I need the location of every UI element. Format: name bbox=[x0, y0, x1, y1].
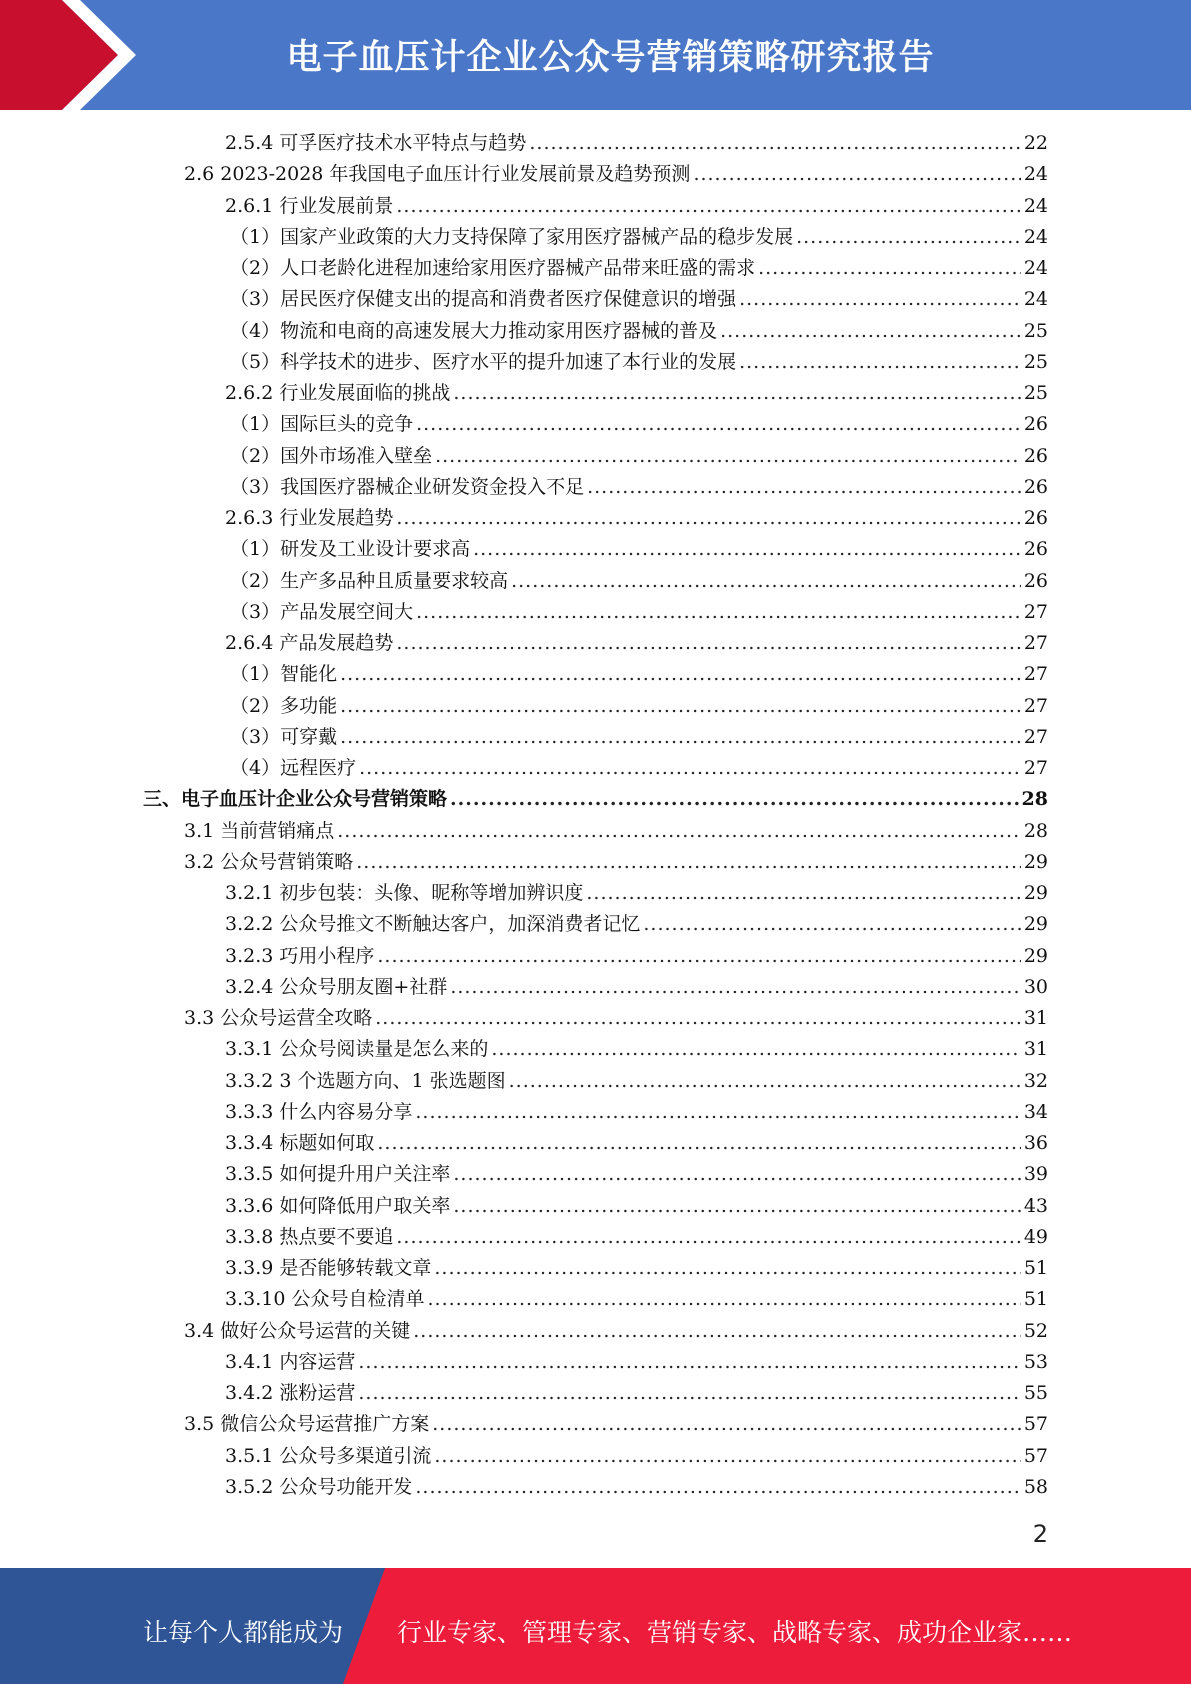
toc-entry[interactable] bbox=[230, 725, 1048, 749]
toc-entry-label: 3.4.2 涨粉运营 bbox=[225, 1382, 356, 1404]
toc-entry-page: 52 bbox=[1023, 1319, 1048, 1342]
toc-dot-leader bbox=[529, 131, 1020, 155]
toc-entry-label: 3.5.1 公众号多渠道引流 bbox=[225, 1444, 432, 1467]
toc-entry-label: （2）国外市场准入壁垒 bbox=[230, 444, 433, 467]
toc-entry[interactable] bbox=[230, 225, 1048, 249]
toc-entry[interactable] bbox=[225, 1444, 1048, 1468]
toc-entry[interactable] bbox=[225, 1037, 1048, 1061]
toc-dot-leader bbox=[377, 944, 1020, 968]
toc-entry-label: （5）科学技术的进步、医疗水平的提升加速了本行业的发展 bbox=[230, 350, 737, 373]
toc-entry-label: 3.5 微信公众号运营推广方案 bbox=[184, 1413, 430, 1436]
toc-entry[interactable] bbox=[225, 1100, 1048, 1124]
toc-entry-label: 3.2.1 初步包装：头像、昵称等增加辨识度 bbox=[225, 882, 584, 904]
toc-dot-leader bbox=[396, 506, 1020, 530]
toc-entry[interactable] bbox=[184, 850, 1048, 874]
toc-entry-page: 27 bbox=[1023, 632, 1048, 654]
toc-dot-leader bbox=[643, 912, 1020, 936]
toc-dot-leader bbox=[340, 725, 1021, 749]
toc-entry[interactable] bbox=[184, 1319, 1048, 1343]
header-title: 电子血压计企业公众号营销策略研究报告 bbox=[286, 38, 935, 78]
toc-entry[interactable] bbox=[230, 537, 1048, 561]
toc-entry-page: 24 bbox=[1023, 163, 1048, 186]
toc-entry-page: 32 bbox=[1023, 1069, 1048, 1092]
toc-dot-leader bbox=[427, 1287, 1020, 1311]
toc-entry-page: 39 bbox=[1023, 1163, 1048, 1186]
toc-entry-label: 3.3.10 公众号自检清单 bbox=[225, 1288, 425, 1311]
toc-entry-label: （4）物流和电商的高速发展大力推动家用医疗器械的普及 bbox=[230, 319, 718, 342]
toc-entry-page: 31 bbox=[1023, 1038, 1048, 1061]
toc-dot-leader bbox=[434, 1444, 1020, 1468]
toc-dot-leader bbox=[340, 662, 1021, 686]
page-number: 2 bbox=[1032, 1520, 1048, 1548]
toc-entry-label: （3）产品发展空间大 bbox=[230, 600, 414, 623]
toc-dot-leader bbox=[739, 350, 1021, 374]
toc-dot-leader bbox=[356, 850, 1021, 874]
toc-entry-page: 24 bbox=[1023, 257, 1048, 279]
toc-entry-page: 25 bbox=[1023, 382, 1048, 404]
toc-entry-page: 34 bbox=[1023, 1100, 1048, 1123]
toc-entry-page: 26 bbox=[1023, 538, 1048, 561]
toc-entry-page: 49 bbox=[1023, 1225, 1048, 1248]
toc-entry-label: 2.6.1 行业发展前景 bbox=[225, 194, 394, 217]
toc-entry[interactable] bbox=[184, 1412, 1048, 1436]
toc-dot-leader bbox=[358, 1381, 1020, 1405]
toc-entry-label: （2）人口老龄化进程加速给家用医疗器械产品带来旺盛的需求 bbox=[230, 257, 756, 279]
toc-dot-leader bbox=[796, 225, 1021, 249]
toc-dot-leader bbox=[432, 1412, 1021, 1436]
toc-dot-leader bbox=[415, 1100, 1020, 1124]
toc-entry-label: （1）研发及工业设计要求高 bbox=[230, 538, 471, 561]
toc-entry[interactable] bbox=[230, 350, 1048, 374]
toc-entry-label: （2）多功能 bbox=[230, 694, 338, 717]
toc-entry-label: 3.2.3 巧用小程序 bbox=[225, 944, 375, 967]
toc-entry-label: 3.3.9 是否能够转载文章 bbox=[225, 1257, 432, 1279]
toc-entry[interactable] bbox=[225, 1381, 1048, 1405]
toc-entry[interactable] bbox=[230, 694, 1048, 718]
toc-entry-label: 3.3 公众号运营全攻略 bbox=[184, 1007, 373, 1029]
toc-dot-leader bbox=[416, 600, 1021, 624]
toc-entry-label: 3.3.2 3 个选题方向、1 张选题图 bbox=[225, 1069, 506, 1092]
toc-entry[interactable] bbox=[230, 256, 1048, 280]
toc-entry-page: 58 bbox=[1023, 1475, 1048, 1498]
toc-entry[interactable] bbox=[230, 756, 1048, 780]
toc-dot-leader bbox=[720, 319, 1021, 343]
toc-entry[interactable] bbox=[230, 569, 1048, 593]
toc-entry-page: 22 bbox=[1023, 132, 1048, 154]
toc-entry-page: 27 bbox=[1023, 757, 1048, 779]
toc-entry-label: 2.6.3 行业发展趋势 bbox=[225, 507, 394, 529]
toc-entry-page: 57 bbox=[1023, 1444, 1048, 1467]
toc-entry[interactable] bbox=[225, 1162, 1048, 1186]
toc-entry-page: 36 bbox=[1023, 1132, 1048, 1154]
toc-entry[interactable] bbox=[184, 162, 1048, 186]
toc-entry-page: 26 bbox=[1023, 475, 1048, 498]
toc-entry-label: 3.2.2 公众号推文不断触达客户，加深消费者记忆 bbox=[225, 913, 641, 936]
toc-entry-page: 27 bbox=[1023, 600, 1048, 623]
toc-entry[interactable] bbox=[143, 787, 1048, 811]
toc-entry[interactable] bbox=[230, 412, 1048, 436]
toc-entry-page: 29 bbox=[1023, 913, 1048, 936]
toc-dot-leader bbox=[511, 569, 1021, 593]
toc-entry-label: 3.3.3 什么内容易分享 bbox=[225, 1100, 413, 1123]
toc-entry[interactable] bbox=[225, 631, 1048, 655]
toc-entry-page: 27 bbox=[1023, 694, 1048, 717]
toc-entry[interactable] bbox=[184, 819, 1048, 843]
toc-entry-page: 29 bbox=[1023, 850, 1048, 873]
toc-entry[interactable] bbox=[230, 662, 1048, 686]
toc-dot-leader bbox=[587, 475, 1021, 499]
toc-dot-leader bbox=[450, 975, 1021, 999]
toc-entry[interactable] bbox=[225, 1069, 1048, 1093]
toc-entry[interactable] bbox=[230, 444, 1048, 468]
toc-entry[interactable] bbox=[230, 287, 1048, 311]
toc-entry[interactable] bbox=[225, 1225, 1048, 1249]
toc-entry-page: 28 bbox=[1021, 788, 1048, 811]
toc-dot-leader bbox=[337, 819, 1021, 843]
toc-entry-label: 3.3.8 热点要不要追 bbox=[225, 1225, 394, 1248]
toc-entry-page: 29 bbox=[1023, 944, 1048, 967]
toc-dot-leader bbox=[416, 412, 1021, 436]
toc-entry-page: 26 bbox=[1023, 507, 1048, 529]
page-footer bbox=[0, 1568, 1191, 1684]
toc-entry-label: 3.5.2 公众号功能开发 bbox=[225, 1475, 413, 1498]
toc-entry-label: （1）国家产业政策的大力支持保障了家用医疗器械产品的稳步发展 bbox=[230, 225, 794, 248]
toc-dot-leader bbox=[396, 1225, 1020, 1249]
toc-entry-page: 26 bbox=[1023, 569, 1048, 592]
toc-entry-label: 3.3.5 如何提升用户关注率 bbox=[225, 1163, 451, 1186]
toc-dot-leader bbox=[358, 1350, 1020, 1374]
toc-dot-leader bbox=[435, 444, 1021, 468]
toc-entry-label: （4）远程医疗 bbox=[230, 757, 357, 779]
toc-entry-label: 3.4.1 内容运营 bbox=[225, 1350, 356, 1373]
toc-dot-leader bbox=[453, 1194, 1020, 1218]
toc-dot-leader bbox=[396, 194, 1020, 218]
toc-entry[interactable] bbox=[225, 912, 1048, 936]
toc-dot-leader bbox=[377, 1131, 1020, 1155]
toc-entry-label: 3.3.6 如何降低用户取关率 bbox=[225, 1194, 451, 1217]
toc-entry-page: 27 bbox=[1023, 725, 1048, 748]
toc-entry-page: 26 bbox=[1023, 413, 1048, 436]
toc-dot-leader bbox=[434, 1256, 1020, 1280]
toc-entry[interactable] bbox=[225, 1287, 1048, 1311]
toc-entry[interactable] bbox=[230, 475, 1048, 499]
toc-entry[interactable] bbox=[225, 381, 1048, 405]
toc-entry-page: 27 bbox=[1023, 663, 1048, 686]
toc-entry[interactable] bbox=[225, 131, 1048, 155]
toc-entry-label: （2）生产多品种且质量要求较高 bbox=[230, 569, 509, 592]
toc-dot-leader bbox=[396, 631, 1020, 655]
toc-entry-label: 3.2.4 公众号朋友圈+社群 bbox=[225, 975, 448, 998]
toc-dot-leader bbox=[450, 787, 1019, 811]
toc-entry-label: （1）智能化 bbox=[230, 663, 338, 686]
toc-entry[interactable] bbox=[225, 944, 1048, 968]
toc-dot-leader bbox=[473, 537, 1021, 561]
page-header bbox=[0, 0, 1191, 110]
toc-entry-page: 25 bbox=[1023, 350, 1048, 373]
toc-entry-page: 24 bbox=[1023, 225, 1048, 248]
toc-dot-leader bbox=[739, 287, 1021, 311]
toc-entry-page: 43 bbox=[1023, 1194, 1048, 1217]
toc-entry-page: 24 bbox=[1023, 288, 1048, 311]
toc-entry-page: 25 bbox=[1023, 319, 1048, 342]
toc-dot-leader bbox=[453, 381, 1020, 405]
toc-dot-leader bbox=[453, 1162, 1020, 1186]
toc-entry-page: 26 bbox=[1023, 444, 1048, 467]
toc-entry-page: 51 bbox=[1023, 1257, 1048, 1279]
toc-entry-page: 53 bbox=[1023, 1350, 1048, 1373]
toc-entry-label: 2.5.4 可孚医疗技术水平特点与趋势 bbox=[225, 132, 527, 154]
toc-entry-label: （3）居民医疗保健支出的提高和消费者医疗保健意识的增强 bbox=[230, 288, 737, 311]
toc-entry-label: 2.6.2 行业发展面临的挑战 bbox=[225, 382, 451, 404]
toc-dot-leader bbox=[413, 1319, 1021, 1343]
toc-dot-leader bbox=[509, 1069, 1021, 1093]
toc-dot-leader bbox=[375, 1006, 1021, 1030]
toc-entry-page: 29 bbox=[1023, 882, 1048, 904]
toc-entry[interactable] bbox=[225, 881, 1048, 905]
toc-entry-label: 3.2 公众号营销策略 bbox=[184, 850, 354, 873]
toc-entry[interactable] bbox=[225, 194, 1048, 218]
toc-entry-label: （1）国际巨头的竞争 bbox=[230, 413, 414, 436]
toc-entry[interactable] bbox=[225, 1131, 1048, 1155]
footer-slogan-left: 让每个人都能成为 bbox=[143, 1618, 344, 1647]
toc-dot-leader bbox=[693, 162, 1020, 186]
toc-entry-label: 3.3.1 公众号阅读量是怎么来的 bbox=[225, 1038, 489, 1061]
toc-entry[interactable] bbox=[225, 1194, 1048, 1218]
toc-entry-page: 55 bbox=[1023, 1382, 1048, 1404]
toc-dot-leader bbox=[491, 1037, 1020, 1061]
toc-entry-label: 三、电子血压计企业公众号营销策略 bbox=[143, 788, 448, 811]
toc-entry[interactable] bbox=[184, 1006, 1048, 1030]
toc-entry[interactable] bbox=[225, 506, 1048, 530]
toc-dot-leader bbox=[415, 1475, 1020, 1499]
toc-dot-leader bbox=[586, 881, 1020, 905]
toc-entry-label: 3.4 做好公众号运营的关键 bbox=[184, 1319, 411, 1342]
toc-entry-label: 3.1 当前营销痛点 bbox=[184, 819, 335, 842]
toc-entry-page: 31 bbox=[1023, 1007, 1048, 1029]
toc-entry-page: 51 bbox=[1023, 1288, 1048, 1311]
toc-entry-label: 2.6 2023-2028 年我国电子血压计行业发展前景及趋势预测 bbox=[184, 163, 691, 186]
toc-entry-label: 3.3.4 标题如何取 bbox=[225, 1132, 375, 1154]
toc-entry-page: 57 bbox=[1023, 1413, 1048, 1436]
footer-slogan-right: 行业专家、管理专家、营销专家、战略专家、成功企业家…… bbox=[397, 1618, 1073, 1647]
toc-entry[interactable] bbox=[230, 319, 1048, 343]
toc-entry-page: 30 bbox=[1023, 975, 1048, 998]
toc-entry[interactable] bbox=[225, 975, 1048, 999]
toc-entry-label: （3）可穿戴 bbox=[230, 725, 338, 748]
toc-dot-leader bbox=[758, 256, 1021, 280]
toc-entry[interactable] bbox=[230, 600, 1048, 624]
toc-entry[interactable] bbox=[225, 1350, 1048, 1374]
toc-entry-page: 28 bbox=[1023, 819, 1048, 842]
toc-entry-label: （3）我国医疗器械企业研发资金投入不足 bbox=[230, 475, 585, 498]
toc-dot-leader bbox=[340, 694, 1021, 718]
toc-entry[interactable] bbox=[225, 1256, 1048, 1280]
toc-entry-page: 24 bbox=[1023, 194, 1048, 217]
toc-entry-label: 2.6.4 产品发展趋势 bbox=[225, 632, 394, 654]
toc-dot-leader bbox=[359, 756, 1021, 780]
toc-entry[interactable] bbox=[225, 1475, 1048, 1499]
